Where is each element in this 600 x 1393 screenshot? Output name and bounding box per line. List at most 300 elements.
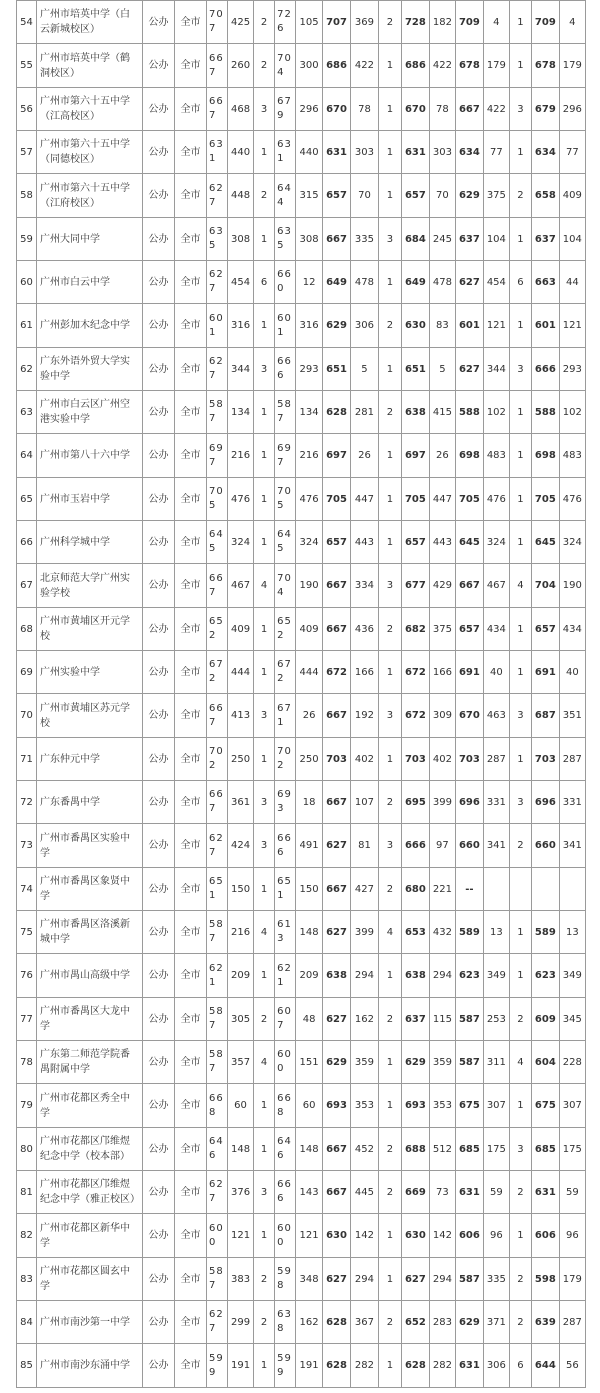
cell-c8: 1 [378, 434, 401, 478]
cell-c8: 3 [378, 694, 401, 738]
cell-c11: 588 [455, 391, 483, 434]
cell-c8: 2 [378, 868, 401, 911]
cell-c15: 351 [559, 694, 585, 738]
cell-c5: 300 [296, 44, 323, 88]
cell-c5: 216 [296, 434, 323, 478]
cell-c13: 1 [509, 478, 531, 521]
cell-range: 全市 [175, 261, 207, 304]
cell-c14: 703 [531, 738, 559, 781]
cell-c7: 402 [350, 738, 378, 781]
cell-type: 公办 [143, 824, 175, 868]
cell-c9: 684 [401, 218, 429, 261]
cell-c1: 621 [207, 954, 228, 998]
cell-type: 公办 [143, 1128, 175, 1171]
cell-c5: 134 [296, 391, 323, 434]
cell-no: 57 [17, 131, 37, 174]
cell-c11: 645 [455, 521, 483, 564]
cell-c2: 357 [228, 1041, 254, 1084]
cell-c7: 445 [350, 1171, 378, 1214]
cell-c9: 705 [401, 478, 429, 521]
cell-c13: 3 [509, 694, 531, 738]
cell-c11: 667 [455, 88, 483, 131]
cell-c13: 2 [509, 1258, 531, 1301]
cell-name: 广州市第八十六中学 [37, 434, 143, 478]
cell-no: 72 [17, 781, 37, 824]
cell-c15: 13 [559, 911, 585, 954]
cell-c15: 228 [559, 1041, 585, 1084]
cell-c6: 627 [323, 998, 351, 1041]
cell-c9: 631 [401, 131, 429, 174]
cell-c7: 162 [350, 998, 378, 1041]
cell-c15: 179 [559, 44, 585, 88]
cell-no: 81 [17, 1171, 37, 1214]
cell-c12: 121 [483, 304, 509, 348]
cell-c9: 651 [401, 348, 429, 391]
table-row [17, 1258, 586, 1301]
cell-c2: 299 [228, 1301, 254, 1344]
cell-c13: 2 [509, 174, 531, 218]
cell-type: 公办 [143, 521, 175, 564]
cell-c1: 667 [207, 781, 228, 824]
cell-no: 69 [17, 651, 37, 694]
table-row [17, 478, 586, 521]
cell-c11: 629 [455, 174, 483, 218]
table-row [17, 304, 586, 348]
cell-c9: 637 [401, 998, 429, 1041]
cell-c1: 635 [207, 218, 228, 261]
cell-no: 60 [17, 261, 37, 304]
cell-c7: 303 [350, 131, 378, 174]
cell-c10: 26 [429, 434, 455, 478]
cell-c6: 686 [323, 44, 351, 88]
cell-c7: 78 [350, 88, 378, 131]
cell-c7: 107 [350, 781, 378, 824]
cell-c11: 637 [455, 218, 483, 261]
cell-c13: 1 [509, 131, 531, 174]
cell-name: 广州市番禺区洛溪新城中学 [37, 911, 143, 954]
cell-range: 全市 [175, 608, 207, 651]
cell-c1: 668 [207, 1084, 228, 1128]
cell-c11: 691 [455, 651, 483, 694]
table-row [17, 781, 586, 824]
cell-c9: 728 [401, 1, 429, 44]
cell-c2: 150 [228, 868, 254, 911]
cell-no: 55 [17, 44, 37, 88]
cell-range: 全市 [175, 1344, 207, 1388]
cell-c1: 697 [207, 434, 228, 478]
cell-c14: 606 [531, 1214, 559, 1258]
cell-c2: 216 [228, 434, 254, 478]
cell-no: 74 [17, 868, 37, 911]
cell-c2: 121 [228, 1214, 254, 1258]
cell-c3: 3 [254, 348, 275, 391]
cell-c1: 645 [207, 521, 228, 564]
cell-range: 全市 [175, 44, 207, 88]
cell-no: 79 [17, 1084, 37, 1128]
cell-c8: 1 [378, 1344, 401, 1388]
cell-range: 全市 [175, 998, 207, 1041]
cell-c10: 309 [429, 694, 455, 738]
cell-c13: 2 [509, 824, 531, 868]
cell-range: 全市 [175, 218, 207, 261]
cell-c9: 638 [401, 954, 429, 998]
cell-c14: 657 [531, 608, 559, 651]
cell-c12: 371 [483, 1301, 509, 1344]
cell-c10: 375 [429, 608, 455, 651]
cell-c9: 653 [401, 911, 429, 954]
cell-c7: 369 [350, 1, 378, 44]
cell-c3: 6 [254, 261, 275, 304]
cell-c5: 143 [296, 1171, 323, 1214]
cell-c8: 3 [378, 824, 401, 868]
cell-c9: 666 [401, 824, 429, 868]
cell-c14: 660 [531, 824, 559, 868]
cell-c5: 440 [296, 131, 323, 174]
cell-c5: 148 [296, 1128, 323, 1171]
cell-c1: 587 [207, 998, 228, 1041]
cell-c1: 601 [207, 304, 228, 348]
cell-c11: 606 [455, 1214, 483, 1258]
cell-c15: 4 [559, 1, 585, 44]
cell-c2: 448 [228, 174, 254, 218]
cell-c5: 409 [296, 608, 323, 651]
cell-c4: 621 [275, 954, 296, 998]
cell-c7: 452 [350, 1128, 378, 1171]
cell-c9: 695 [401, 781, 429, 824]
table-row [17, 1041, 586, 1084]
cell-c1: 631 [207, 131, 228, 174]
cell-c6: 627 [323, 824, 351, 868]
cell-c11: 631 [455, 1171, 483, 1214]
cell-c3: 2 [254, 174, 275, 218]
cell-c3: 4 [254, 1041, 275, 1084]
cell-c12: 179 [483, 44, 509, 88]
cell-c6: 631 [323, 131, 351, 174]
cell-range: 全市 [175, 1084, 207, 1128]
cell-no: 78 [17, 1041, 37, 1084]
cell-c1: 667 [207, 564, 228, 608]
cell-c6: 667 [323, 1128, 351, 1171]
cell-c1: 646 [207, 1128, 228, 1171]
cell-type: 公办 [143, 1, 175, 44]
cell-c11: 709 [455, 1, 483, 44]
cell-c12: 476 [483, 478, 509, 521]
cell-no: 64 [17, 434, 37, 478]
cell-type: 公办 [143, 88, 175, 131]
cell-c3: 1 [254, 218, 275, 261]
cell-name: 广州市花都区邝维煜纪念中学（雅正校区） [37, 1171, 143, 1214]
cell-c14: 658 [531, 174, 559, 218]
cell-c12: 175 [483, 1128, 509, 1171]
cell-type: 公办 [143, 911, 175, 954]
cell-c3: 1 [254, 1084, 275, 1128]
cell-c11: 627 [455, 261, 483, 304]
cell-c12: 311 [483, 1041, 509, 1084]
cell-c3: 3 [254, 781, 275, 824]
cell-c14 [531, 868, 559, 911]
cell-name: 广州市第六十五中学（同德校区） [37, 131, 143, 174]
cell-c8: 2 [378, 391, 401, 434]
cell-c10: 399 [429, 781, 455, 824]
cell-c6: 667 [323, 1171, 351, 1214]
cell-no: 61 [17, 304, 37, 348]
cell-c1: 702 [207, 738, 228, 781]
cell-c3: 3 [254, 88, 275, 131]
cell-c8: 4 [378, 911, 401, 954]
table-row [17, 174, 586, 218]
cell-no: 56 [17, 88, 37, 131]
cell-name: 北京师范大学广州实验学校 [37, 564, 143, 608]
cell-c13: 1 [509, 738, 531, 781]
cell-c5: 12 [296, 261, 323, 304]
cell-c4: 635 [275, 218, 296, 261]
cell-c2: 454 [228, 261, 254, 304]
cell-c6: 657 [323, 174, 351, 218]
table-row [17, 1, 586, 44]
cell-type: 公办 [143, 694, 175, 738]
cell-c9: 652 [401, 1301, 429, 1344]
cell-c14: 691 [531, 651, 559, 694]
cell-c15: 483 [559, 434, 585, 478]
cell-c13: 1 [509, 651, 531, 694]
cell-c8: 2 [378, 998, 401, 1041]
cell-type: 公办 [143, 218, 175, 261]
cell-c13: 6 [509, 261, 531, 304]
cell-c8: 1 [378, 261, 401, 304]
cell-c4: 600 [275, 1214, 296, 1258]
cell-name: 广州科学城中学 [37, 521, 143, 564]
cell-c5: 162 [296, 1301, 323, 1344]
cell-c9: 628 [401, 1344, 429, 1388]
cell-c6: 628 [323, 1301, 351, 1344]
cell-c10: 294 [429, 1258, 455, 1301]
cell-c3: 3 [254, 824, 275, 868]
cell-c15: 434 [559, 608, 585, 651]
cell-name: 广州市白云中学 [37, 261, 143, 304]
cell-c5: 191 [296, 1344, 323, 1388]
cell-c14: 663 [531, 261, 559, 304]
cell-c3: 2 [254, 998, 275, 1041]
cell-c1: 627 [207, 1301, 228, 1344]
cell-c6: 629 [323, 1041, 351, 1084]
cell-c1: 667 [207, 694, 228, 738]
cell-c9: 703 [401, 738, 429, 781]
cell-c12: 344 [483, 348, 509, 391]
cell-c11: 587 [455, 998, 483, 1041]
cell-c12: 335 [483, 1258, 509, 1301]
cell-c14: 704 [531, 564, 559, 608]
cell-c12: 422 [483, 88, 509, 131]
cell-c12: 331 [483, 781, 509, 824]
cell-name: 广州市玉岩中学 [37, 478, 143, 521]
cell-c15: 345 [559, 998, 585, 1041]
cell-c14: 679 [531, 88, 559, 131]
cell-c2: 191 [228, 1344, 254, 1388]
cell-c14: 696 [531, 781, 559, 824]
cell-c14: 687 [531, 694, 559, 738]
cell-name: 广州市番禺区大龙中学 [37, 998, 143, 1041]
cell-c13: 1 [509, 521, 531, 564]
cell-c13: 1 [509, 954, 531, 998]
cell-c11: 703 [455, 738, 483, 781]
table-row [17, 348, 586, 391]
cell-no: 54 [17, 1, 37, 44]
cell-c8: 2 [378, 1, 401, 44]
cell-c15: 56 [559, 1344, 585, 1388]
table-row [17, 521, 586, 564]
table-row [17, 1084, 586, 1128]
cell-c1: 627 [207, 824, 228, 868]
cell-c13: 1 [509, 44, 531, 88]
cell-c4: 599 [275, 1344, 296, 1388]
cell-name: 广州市番禺区象贤中学 [37, 868, 143, 911]
cell-c2: 361 [228, 781, 254, 824]
table-row [17, 868, 586, 911]
cell-c2: 60 [228, 1084, 254, 1128]
cell-c2: 467 [228, 564, 254, 608]
cell-c3: 1 [254, 738, 275, 781]
cell-c12: 341 [483, 824, 509, 868]
cell-range: 全市 [175, 1301, 207, 1344]
cell-c11: 670 [455, 694, 483, 738]
cell-type: 公办 [143, 348, 175, 391]
cell-range: 全市 [175, 521, 207, 564]
cell-c14: 678 [531, 44, 559, 88]
cell-no: 66 [17, 521, 37, 564]
cell-range: 全市 [175, 1214, 207, 1258]
cell-c12: 454 [483, 261, 509, 304]
cell-c10: 73 [429, 1171, 455, 1214]
cell-c12: 349 [483, 954, 509, 998]
cell-c4: 693 [275, 781, 296, 824]
cell-c10: 447 [429, 478, 455, 521]
cell-c2: 324 [228, 521, 254, 564]
cell-name: 广东第二师范学院番禺附属中学 [37, 1041, 143, 1084]
cell-name: 广州市培英中学（白云新城校区） [37, 1, 143, 44]
cell-c10: 283 [429, 1301, 455, 1344]
cell-c4: 607 [275, 998, 296, 1041]
cell-c13: 1 [509, 1214, 531, 1258]
cell-c4: 600 [275, 1041, 296, 1084]
cell-type: 公办 [143, 1301, 175, 1344]
table-row [17, 391, 586, 434]
cell-name: 广州市南沙第一中学 [37, 1301, 143, 1344]
cell-range: 全市 [175, 1171, 207, 1214]
cell-c6: 707 [323, 1, 351, 44]
cell-c4: 666 [275, 1171, 296, 1214]
cell-c9: 630 [401, 1214, 429, 1258]
cell-c6: 651 [323, 348, 351, 391]
table-row [17, 88, 586, 131]
cell-c6: 693 [323, 1084, 351, 1128]
cell-c7: 166 [350, 651, 378, 694]
cell-c2: 148 [228, 1128, 254, 1171]
cell-c6: 629 [323, 304, 351, 348]
cell-type: 公办 [143, 608, 175, 651]
cell-c10: 422 [429, 44, 455, 88]
cell-range: 全市 [175, 911, 207, 954]
cell-c9: 688 [401, 1128, 429, 1171]
cell-type: 公办 [143, 304, 175, 348]
cell-c10: 182 [429, 1, 455, 44]
cell-c4: 646 [275, 1128, 296, 1171]
cell-c6: 627 [323, 1258, 351, 1301]
cell-c7: 281 [350, 391, 378, 434]
cell-c9: 672 [401, 651, 429, 694]
cell-c10: 166 [429, 651, 455, 694]
cell-no: 62 [17, 348, 37, 391]
cell-c13: 1 [509, 911, 531, 954]
cell-c7: 294 [350, 1258, 378, 1301]
cell-c3: 2 [254, 1, 275, 44]
cell-c9: 657 [401, 174, 429, 218]
cell-c15: 409 [559, 174, 585, 218]
cell-c5: 315 [296, 174, 323, 218]
cell-c8: 1 [378, 521, 401, 564]
cell-c2: 476 [228, 478, 254, 521]
cell-c14: 645 [531, 521, 559, 564]
cell-type: 公办 [143, 998, 175, 1041]
cell-c11: 623 [455, 954, 483, 998]
cell-c2: 260 [228, 44, 254, 88]
cell-c8: 3 [378, 218, 401, 261]
cell-c12: 13 [483, 911, 509, 954]
cell-c4: 601 [275, 304, 296, 348]
cell-c10: 443 [429, 521, 455, 564]
cell-c12: 96 [483, 1214, 509, 1258]
cell-c1: 667 [207, 88, 228, 131]
cell-c8: 1 [378, 44, 401, 88]
cell-c10: 512 [429, 1128, 455, 1171]
cell-range: 全市 [175, 1041, 207, 1084]
cell-range: 全市 [175, 1128, 207, 1171]
cell-c3: 1 [254, 1128, 275, 1171]
cell-c7: 478 [350, 261, 378, 304]
cell-range: 全市 [175, 304, 207, 348]
cell-c6: 672 [323, 651, 351, 694]
cell-c14: 631 [531, 1171, 559, 1214]
cell-range: 全市 [175, 88, 207, 131]
cell-c7: 427 [350, 868, 378, 911]
table-row [17, 434, 586, 478]
cell-c2: 440 [228, 131, 254, 174]
cell-c8: 1 [378, 348, 401, 391]
cell-type: 公办 [143, 174, 175, 218]
cell-type: 公办 [143, 261, 175, 304]
cell-c5: 250 [296, 738, 323, 781]
cell-c5: 190 [296, 564, 323, 608]
cell-c9: 630 [401, 304, 429, 348]
cell-c3: 1 [254, 521, 275, 564]
cell-c6: 667 [323, 781, 351, 824]
cell-c5: 121 [296, 1214, 323, 1258]
cell-range: 全市 [175, 868, 207, 911]
cell-c10: 402 [429, 738, 455, 781]
cell-c12: 375 [483, 174, 509, 218]
cell-c2: 409 [228, 608, 254, 651]
cell-c13: 3 [509, 1128, 531, 1171]
cell-c10: 97 [429, 824, 455, 868]
cell-c13: 1 [509, 218, 531, 261]
cell-c4: 666 [275, 824, 296, 868]
cell-type: 公办 [143, 1041, 175, 1084]
cell-c9: 638 [401, 391, 429, 434]
cell-c2: 444 [228, 651, 254, 694]
cell-no: 76 [17, 954, 37, 998]
cell-c6: 657 [323, 521, 351, 564]
cell-c5: 209 [296, 954, 323, 998]
cell-name: 广州市番禺区实验中学 [37, 824, 143, 868]
